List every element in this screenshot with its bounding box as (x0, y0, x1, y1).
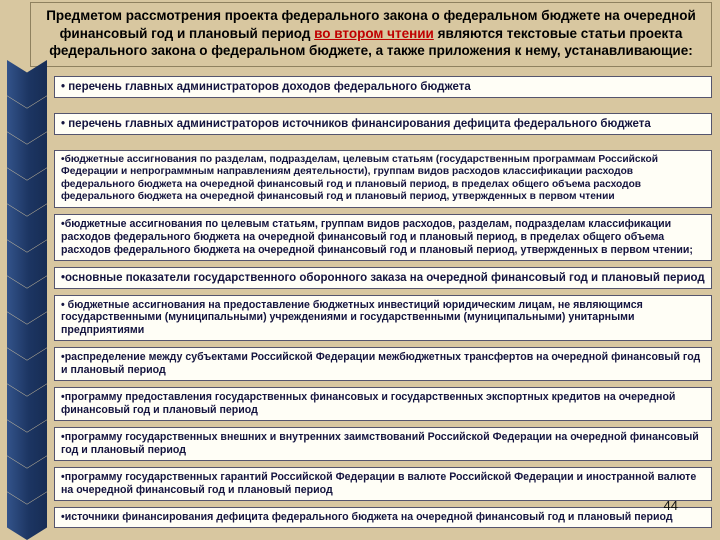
list-item: •программу предоставления государственных финансовых и государственных экспортных кредитов на очередной финансовый год и плановый период (54, 387, 712, 421)
list-item: • перечень главных администраторов источников финансирования дефицита федерального бюджета (54, 113, 712, 135)
list-item: •источники финансирования дефицита федерального бюджета на очередной финансовый год и плановый период (54, 507, 712, 528)
list-item: •распределение между субъектами Российской Федерации межбюджетных трансфертов на очередной финансовый год и плановый период (54, 347, 712, 381)
title-highlight-link[interactable]: во втором чтении (314, 25, 434, 41)
page-number: 44 (663, 498, 678, 513)
list-item: •бюджетные ассигнования по разделам, подразделам, целевым статьям (государственным программам Российской Федерации и непрограммным направлениям деятельности), группам видов расходов классификации расходов федерального бюджета на очередной финансовый год и плановый период, в пределах общего объема расходов федерального бюджета на очередной финансовый год и плановый период, утвержденных в первом чтении (54, 150, 712, 208)
title-text-part2: являются текстовые статьи проекта федерального закона о федеральном бюджете, а также приложения к нему, устанавливающие: (49, 25, 693, 59)
chevron-column (7, 60, 47, 540)
list-item: •основные показатели государственного оборонного заказа на очередной финансовый год и плановый период (54, 267, 712, 289)
slide-title (30, 2, 712, 67)
list-item: •бюджетные ассигнования по целевым статьям, группам видов расходов, разделам, подразделам классификации расходов федерального бюджета на очередной финансовый год и плановый период, в пределах общего объема расходов федерального бюджета на очередной финансовый год и плановый период, утвержденных в первом чтении; (54, 214, 712, 261)
title-text-part1: Предметом рассмотрения проекта федерального закона о федеральном бюджете на очередной финансовый год и плановый период (46, 8, 696, 41)
list-item: • перечень главных администраторов доходов федерального бюджета (54, 76, 712, 98)
items-list (54, 76, 712, 528)
list-item: •программу государственных внешних и внутренних заимствований Российской Федерации на очередной финансовый год и плановый период (54, 427, 712, 461)
list-item: •программу государственных гарантий Российской Федерации в валюте Российской Федерации и иностранной валюте на очередной финансовый год и плановый период (54, 467, 712, 501)
list-item: • бюджетные ассигнования на предоставление бюджетных инвестиций юридическим лицам, не являющимся государственными (муниципальными) учреждениями и государственными (муниципальными) унитарными предприятиями (54, 295, 712, 342)
